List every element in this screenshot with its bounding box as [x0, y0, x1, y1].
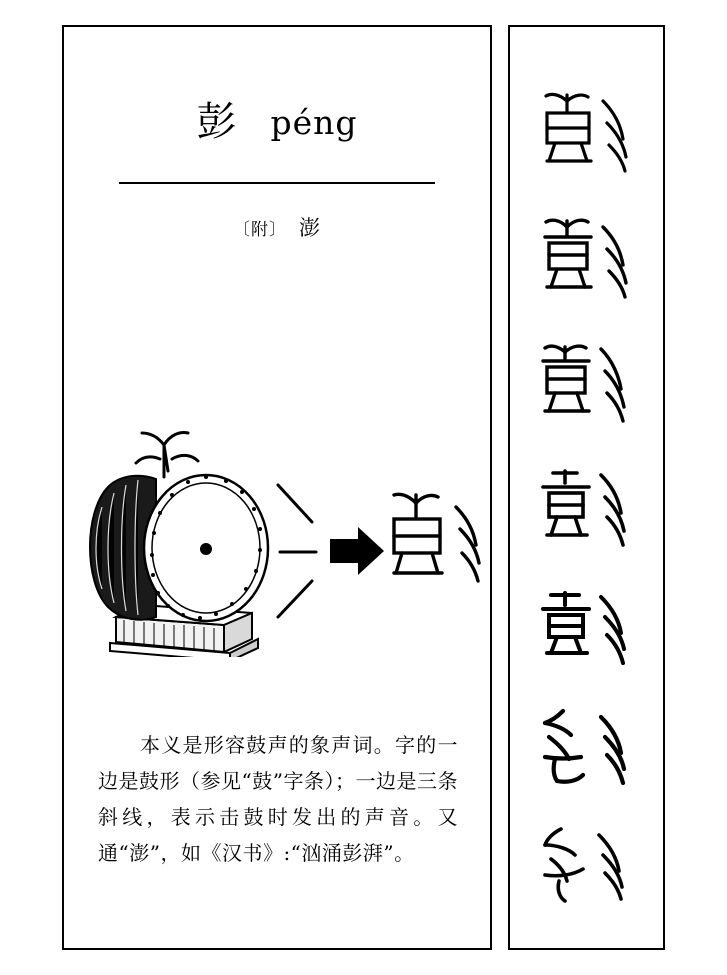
- script-item-bronze-2: [526, 339, 646, 435]
- script-item-clerical: [526, 583, 646, 679]
- explanation-text: 本义是形容鼓声的象声词。字的一边是鼓形（参见“鼓”字条）；一边是三条斜线，表示击鼓时发出的声音。又通“澎”，如《汉书》:“汹涌彭湃”。: [98, 733, 458, 865]
- script-column: [510, 27, 663, 948]
- seal-script-glyph: [531, 463, 641, 559]
- oracle-bone-script-glyph: [531, 85, 641, 181]
- drum-and-glyph-illustration: [64, 367, 490, 657]
- header-divider: [119, 182, 435, 184]
- entry-frame: [62, 25, 492, 950]
- headword-pinyin: péng: [270, 102, 358, 142]
- script-item-bronze: [526, 213, 646, 309]
- drum-ornament: [136, 433, 198, 478]
- headword-row: [64, 99, 490, 145]
- drum-head: [144, 475, 268, 621]
- clerical-script-glyph: [531, 583, 641, 679]
- variant-bracket-label: 〔附〕: [233, 220, 287, 240]
- regular-script-glyph: [531, 703, 641, 799]
- bronze-script-glyph: [531, 213, 641, 309]
- script-item-cursive: [526, 819, 646, 915]
- script-item-oracle-bone: [526, 85, 646, 181]
- variant-character: 澎: [299, 216, 321, 240]
- right-arrow: [330, 527, 384, 575]
- cursive-script-glyph: [531, 819, 641, 915]
- script-evolution-frame: [508, 25, 665, 950]
- script-item-regular: [526, 703, 646, 799]
- variant-row: [64, 212, 490, 242]
- sound-lines: [278, 485, 316, 617]
- headword-character: 彭: [196, 99, 237, 145]
- bronze-script-2-glyph: [531, 339, 641, 435]
- script-item-seal: [526, 463, 646, 559]
- illustration-area: [64, 367, 490, 657]
- oracle-bone-glyph-peng: [394, 494, 479, 581]
